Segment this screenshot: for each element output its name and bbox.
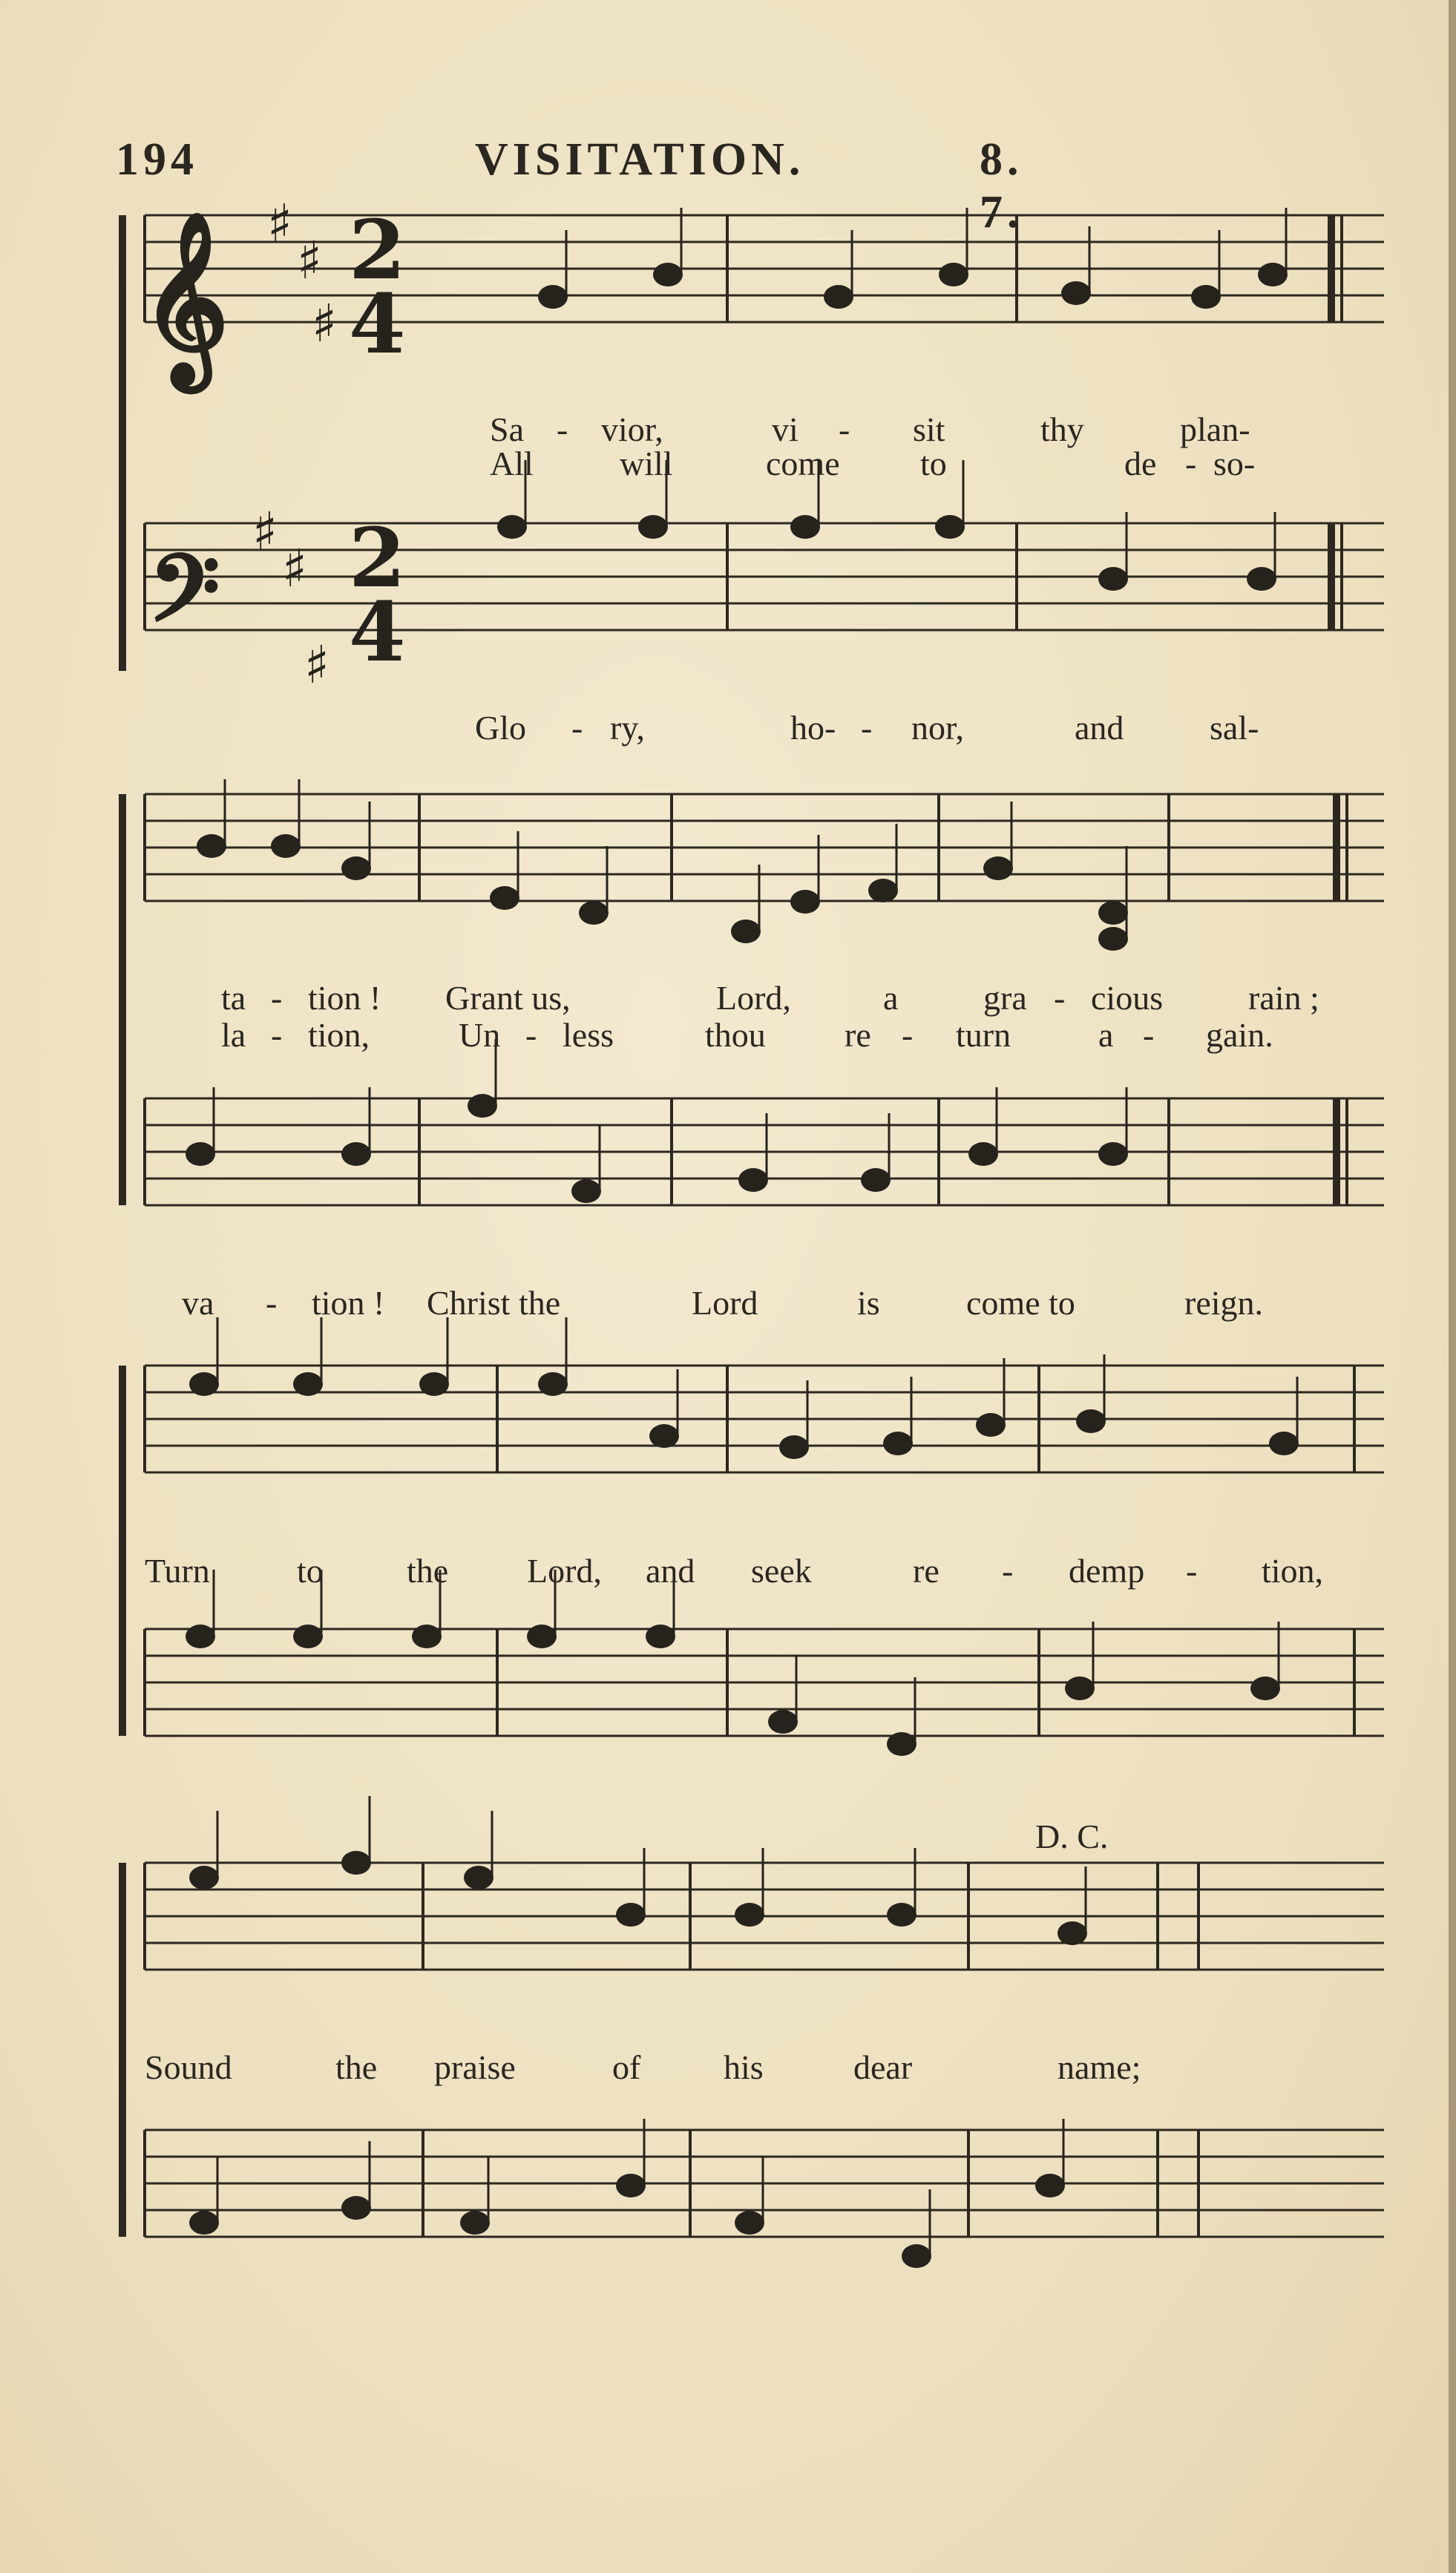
note-head [887, 1903, 916, 1927]
lyric-word: gra [983, 979, 1027, 1017]
lyric-word: sal- [1210, 709, 1259, 747]
note-head [1098, 567, 1128, 591]
lyric-word: - [271, 1016, 283, 1054]
lyric-word: so- [1213, 445, 1256, 482]
notation-glyph: 2 [349, 202, 406, 298]
note-head [460, 2211, 490, 2235]
note-head [883, 1432, 913, 1455]
note-head [341, 2196, 371, 2220]
lyric-word: of [612, 2048, 641, 2086]
lyric-word: ry, [610, 709, 645, 747]
note-head [790, 890, 820, 914]
lyric-word: reign. [1184, 1284, 1264, 1322]
lyric-word: his [724, 2048, 764, 2086]
sharp-sign: ♯ [282, 538, 307, 599]
lyric-word: less [563, 1016, 614, 1054]
note-head [768, 1710, 798, 1734]
note-head [293, 1625, 323, 1648]
lyric-word: Lord [692, 1284, 758, 1322]
lyric-word: tion, [308, 1016, 370, 1054]
sharp-sign: ♯ [252, 501, 278, 562]
lyric-word: Glo [475, 709, 526, 747]
lyric-word: - [266, 1284, 278, 1322]
note-head [341, 1851, 371, 1875]
note-head [649, 1424, 679, 1448]
note-head [1191, 285, 1221, 309]
lyric-word: the [407, 1552, 449, 1590]
note-head [1269, 1432, 1299, 1455]
notation-glyph: 𝄞 [141, 210, 229, 384]
note-head [735, 2211, 764, 2235]
lyric-word: and [1075, 709, 1124, 747]
note-head [1250, 1676, 1280, 1700]
lyric-word: cious [1091, 979, 1164, 1017]
lyric-word: plan- [1180, 410, 1250, 448]
lyric-word: ho- [790, 709, 836, 747]
sharp-sign: ♯ [312, 293, 337, 354]
lyric-word: thou [705, 1016, 766, 1054]
note-head [341, 856, 371, 880]
note-head [538, 285, 568, 309]
note-head [1258, 263, 1288, 286]
note-head [646, 1625, 675, 1648]
note-head [653, 263, 683, 286]
lyric-word: - [1002, 1552, 1014, 1590]
note-head [1247, 567, 1276, 591]
lyric-word: Un [459, 1016, 501, 1054]
note-head [189, 1372, 219, 1396]
hymn-meter: 8. 7. [980, 134, 1023, 237]
note-head [468, 1094, 497, 1118]
note-head [1065, 1676, 1095, 1700]
notation-glyph: 4 [349, 276, 406, 372]
lyric-word: tion ! [312, 1284, 385, 1322]
note-head [1057, 1921, 1087, 1945]
lyric-word: praise [434, 2048, 516, 2086]
notation-glyph: 4 [349, 584, 406, 680]
note-head [419, 1372, 449, 1396]
note-head [935, 515, 965, 539]
sharp-sign: ♯ [304, 635, 329, 695]
lyric-word: seek [751, 1552, 812, 1590]
lyric-word: gain. [1206, 1016, 1273, 1054]
lyric-word: vior, [601, 410, 663, 448]
note-head [197, 834, 226, 858]
notation-glyph: 𝄢 [148, 534, 220, 665]
lyric-word: come [766, 445, 840, 482]
note-head [616, 1903, 646, 1927]
lyric-word: and [646, 1552, 695, 1590]
note-head [579, 901, 609, 925]
lyric-word: - [1186, 1552, 1198, 1590]
lyric-word: thy [1040, 410, 1084, 448]
note-head [731, 920, 761, 943]
lyric-word: a [883, 979, 899, 1017]
page-number: 194 [116, 134, 198, 185]
lyric-word: - [557, 410, 568, 448]
note-head [902, 2244, 931, 2268]
lyric-word: de [1124, 445, 1157, 482]
lyric-word: to [920, 445, 947, 482]
note-head [271, 834, 301, 858]
lyric-word: Sound [145, 2048, 232, 2086]
note-head [790, 515, 820, 539]
lyric-word: - [571, 709, 583, 747]
lyric-word: tion, [1262, 1552, 1324, 1590]
note-head [189, 2211, 219, 2235]
note-head [538, 1372, 568, 1396]
note-head [1098, 1142, 1128, 1166]
note-head [341, 1142, 371, 1166]
lyric-word: to [297, 1552, 324, 1590]
note-head [887, 1732, 916, 1756]
lyric-word: va [182, 1284, 214, 1322]
lyric-word: ta [221, 979, 246, 1017]
note-head [527, 1625, 557, 1648]
lyric-word: a [1098, 1016, 1114, 1054]
note-head [189, 1866, 219, 1889]
note-head [1061, 281, 1091, 305]
lyric-word: Turn [145, 1552, 210, 1590]
lyric-word: tion ! [308, 979, 381, 1017]
note-head [868, 879, 898, 902]
lyric-word: Christ the [427, 1284, 561, 1322]
lyric-word: - [1143, 1016, 1155, 1054]
lyric-word: la [221, 1016, 246, 1054]
note-head [983, 856, 1013, 880]
lyric-word: Grant us, [445, 979, 571, 1017]
note-head [779, 1435, 809, 1459]
note-head [571, 1179, 601, 1203]
note-head [738, 1168, 768, 1192]
note-head [1076, 1409, 1106, 1433]
sharp-sign: ♯ [297, 230, 322, 291]
lyric-word: re [845, 1016, 871, 1054]
lyric-word: will [620, 445, 673, 482]
lyric-word: vi [772, 410, 798, 448]
lyric-word: Sa [490, 410, 524, 448]
note-head [861, 1168, 891, 1192]
hymn-title: VISITATION. [475, 134, 805, 185]
lyric-word: re [913, 1552, 939, 1590]
lyric-word: name; [1057, 2048, 1141, 2086]
lyric-word: rain ; [1248, 979, 1319, 1017]
lyric-word: - [525, 1016, 537, 1054]
lyric-word: nor, [911, 709, 964, 747]
note-head [968, 1142, 998, 1166]
lyric-word: Lord, [716, 979, 791, 1017]
note-head [638, 515, 668, 539]
note-head [293, 1372, 323, 1396]
note-head [1035, 2174, 1065, 2197]
lyric-word: - [839, 410, 850, 448]
lyric-word: come to [966, 1284, 1075, 1322]
lyric-word: Lord, [527, 1552, 602, 1590]
lyric-word: - [1054, 979, 1066, 1017]
lyric-word: All [490, 445, 534, 482]
note-head [976, 1413, 1006, 1437]
lyric-word: is [857, 1284, 880, 1322]
note-head [939, 263, 968, 286]
sharp-sign: ♯ [267, 193, 292, 254]
da-capo-mark: D. C. [1035, 1818, 1109, 1855]
note-head [412, 1625, 442, 1648]
note-head [735, 1903, 764, 1927]
lyric-word: - [902, 1016, 914, 1054]
notation-glyph: 2 [349, 510, 406, 606]
lyric-word: - [1185, 445, 1197, 482]
lyric-word: turn [956, 1016, 1011, 1054]
note-head [186, 1142, 215, 1166]
note-head [186, 1625, 215, 1648]
lyric-word: the [335, 2048, 378, 2086]
note-head [497, 515, 527, 539]
note-head [490, 886, 519, 910]
lyric-word: dear [853, 2048, 913, 2086]
note-head [616, 2174, 646, 2197]
note-head [1098, 901, 1128, 925]
lyric-word: - [271, 979, 283, 1017]
note-head [464, 1866, 493, 1889]
lyric-word: sit [913, 410, 945, 448]
lyric-word: - [861, 709, 873, 747]
note-head [824, 285, 853, 309]
note-head [1098, 927, 1128, 951]
lyric-word: demp [1069, 1552, 1145, 1590]
